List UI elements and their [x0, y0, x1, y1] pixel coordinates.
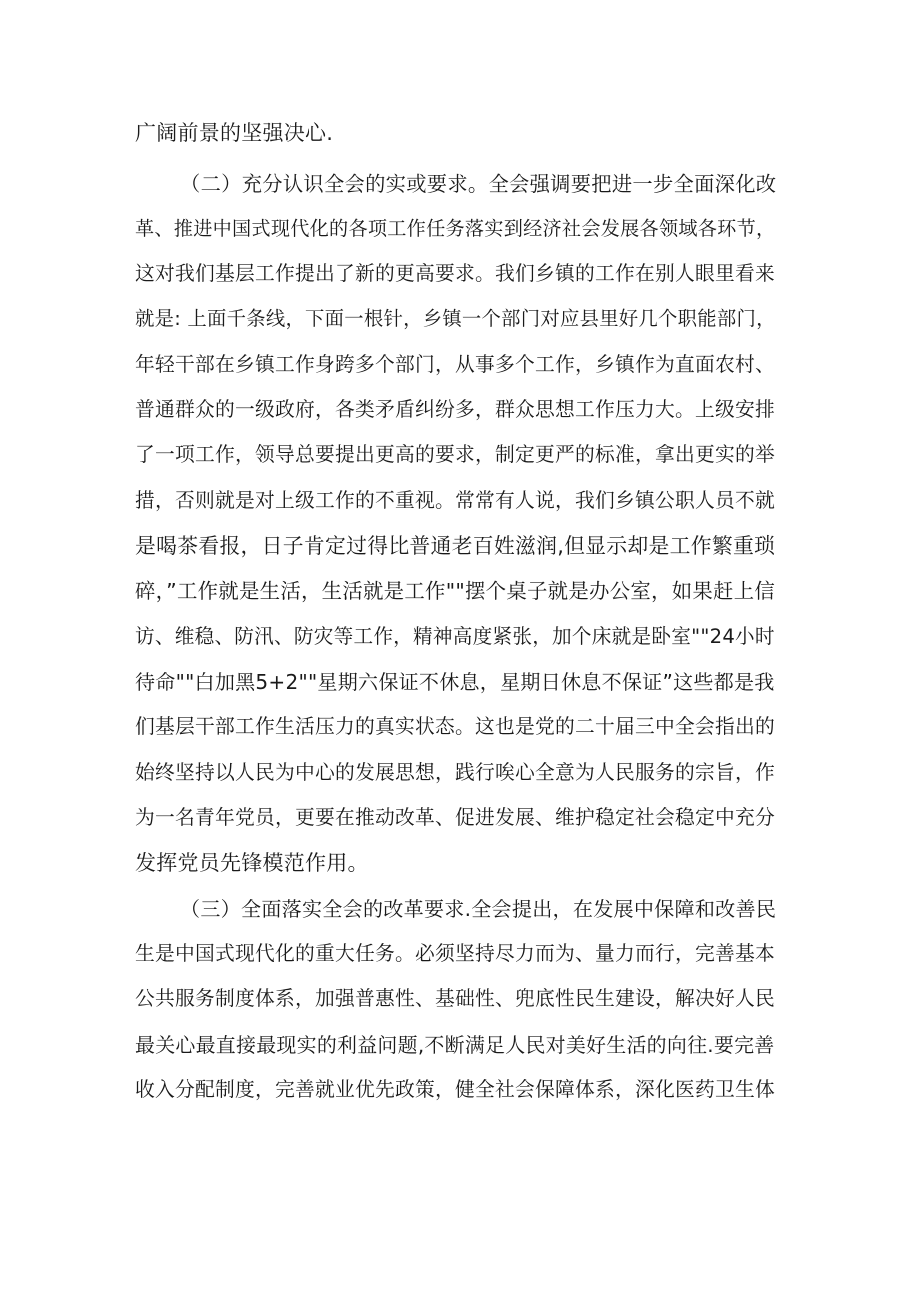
section-two-heading-line: （二）充分认识全会的实或要求。全会强调要把进一步全面深化改: [180, 172, 777, 196]
text-line-22: 收入分配制度，完善就业优先政策，健全社会保障体系，深化医药卫生体: [135, 1078, 776, 1101]
text-line-7: 普通群众的一级政府，各类矛盾纠纷多，群众思想工作压力大。上级安排: [135, 398, 776, 421]
text-line-4: 这对我们基层工作提出了新的更高要求。我们乡镇的工作在别人眼里看来: [135, 262, 776, 285]
text-line-17: 发挥党员先锋模范作用。: [135, 851, 369, 875]
text-line-13: 待命""白加黑5+2""星期六保证不休息，星期日休息不保证”这些都是我: [135, 670, 775, 694]
text-line-5: 就是: 上面千条线，下面一根针，乡镇一个部门对应县里好几个职能部门，: [135, 307, 776, 330]
section-three-heading-line: （三）全面落实全会的改革要求.全会提出，在发展中保障和改善民: [180, 897, 777, 921]
text-line-15: 始终坚持以人民为中心的发展思想，践行唉心全意为人民服务的宗旨，作: [135, 761, 776, 784]
text-line-12: 访、维稳、防汛、防灾等工作，精神高度紧张，加个床就是卧室""24小时: [135, 625, 775, 648]
text-line-8: 了一项工作，领导总要提出更高的要求，制定更严的标准，拿出更实的举: [135, 443, 776, 466]
text-line-3: 革、推进中国式现代化的各项工作任务落实到经济社会发展各领域各环节，: [135, 217, 776, 240]
text-line-21: 最关心最直接最现实的利益问题,不断满足人民对美好生活的向往.要完善: [135, 1033, 775, 1057]
text-line-20: 公共服务制度体系，加强普惠性、基础性、兜底性民生建设，解决好人民: [135, 987, 776, 1010]
text-line-19: 生是中国式现代化的重大任务。必须坚持尽力而为、量力而行，完善基本: [135, 942, 776, 965]
text-line-6: 年轻干部在乡镇工作身跨多个部门，从事多个工作，乡镇作为直面农村、: [135, 353, 776, 376]
text-line-10: 是喝茶看报，日子肯定过得比普通老百姓滋润,但显示却是工作繁重琐: [135, 534, 776, 558]
text-line-11: 碎，”工作就是生活，生活就是工作""摆个桌子就是办公室，如果赶上信: [135, 579, 776, 603]
text-line-14: 们基层干部工作生活压力的真实状态。这也是党的二十届三中全会指出的: [135, 715, 776, 738]
text-line-9: 措，否则就是对上级工作的不重视。常常有人说，我们乡镇公职人员不就: [135, 489, 776, 512]
text-line-1: 广阔前景的坚强决心.: [135, 121, 334, 145]
text-line-16: 为一名青年党员，更要在推动改革、促进发展、维护稳定社会稳定中充分: [135, 806, 776, 829]
